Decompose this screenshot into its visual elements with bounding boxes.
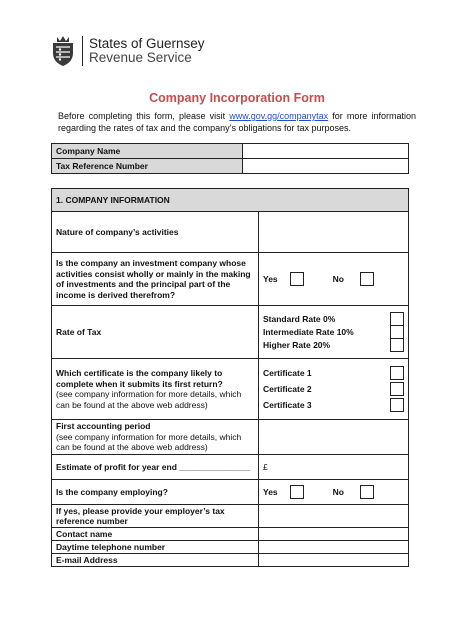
certificate-option xyxy=(263,397,404,413)
company-name-label: Company Name xyxy=(52,144,243,159)
employer-ref-label: If yes, please provide your employer’s tax reference number xyxy=(52,505,259,528)
yes-label: Yes xyxy=(263,274,278,284)
header-divider xyxy=(82,36,83,66)
employing-no-checkbox[interactable] xyxy=(360,485,374,499)
intro-paragraph xyxy=(58,111,416,134)
certificate-3-checkbox[interactable] xyxy=(390,398,404,412)
intro-text-2: for more information regarding the rates of tax and the company’s obligations for tax purposes. xyxy=(58,111,417,133)
rate-intermediate-checkbox[interactable] xyxy=(390,325,404,339)
certificate-option xyxy=(263,365,404,381)
first-period-label xyxy=(52,420,259,455)
certificate-option xyxy=(263,381,404,397)
organisation-name xyxy=(89,37,205,65)
certificate-label: Certificate 2 xyxy=(263,384,312,394)
rate-label: Standard Rate 0% xyxy=(263,314,336,324)
guernsey-crest-icon xyxy=(50,35,76,67)
investment-no-checkbox[interactable] xyxy=(360,272,374,286)
no-label: No xyxy=(332,274,344,284)
daytime-phone-label: Daytime telephone number xyxy=(52,541,259,554)
org-line-2: Revenue Service xyxy=(89,50,192,65)
investment-yes-checkbox[interactable] xyxy=(290,272,304,286)
contact-name-label: Contact name xyxy=(52,528,259,541)
certificate-options xyxy=(259,359,409,420)
investment-yes-no xyxy=(263,272,404,286)
pound-sign: £ xyxy=(263,462,268,472)
section-heading: 1. COMPANY INFORMATION xyxy=(52,189,409,212)
tax-ref-label: Tax Reference Number xyxy=(52,159,243,174)
page-header xyxy=(50,34,205,68)
email-field[interactable] xyxy=(259,554,409,567)
company-information-table xyxy=(51,188,409,567)
certificate-label: Certificate 1 xyxy=(263,368,312,378)
employing-yes-checkbox[interactable] xyxy=(290,485,304,499)
activities-label: Nature of company’s activities xyxy=(52,212,259,253)
first-period-note: (see company information for more details, which can be found at the above web address) xyxy=(56,431,242,453)
employing-answer xyxy=(259,480,409,505)
contact-name-field[interactable] xyxy=(259,528,409,541)
rate-option xyxy=(263,313,404,326)
email-label: E-mail Address xyxy=(52,554,259,567)
certificate-question xyxy=(52,359,259,420)
rate-standard-checkbox[interactable] xyxy=(390,312,404,326)
certificate-2-checkbox[interactable] xyxy=(390,382,404,396)
rate-of-tax-label: Rate of Tax xyxy=(52,306,259,359)
rate-options xyxy=(259,306,409,359)
certificate-question-text: Which certificate is the company likely to complete when it submits its first return? xyxy=(56,368,223,389)
rate-label: Higher Rate 20% xyxy=(263,340,331,350)
company-name-field[interactable] xyxy=(243,144,409,159)
rate-higher-checkbox[interactable] xyxy=(390,338,404,352)
tax-ref-field[interactable] xyxy=(243,159,409,174)
no-label: No xyxy=(332,487,344,497)
company-details-table xyxy=(51,143,409,174)
certificate-question-note: (see company information for more details, which can be found at the above web address) xyxy=(56,389,242,410)
first-period-field[interactable] xyxy=(259,420,409,455)
employer-ref-field[interactable] xyxy=(259,505,409,528)
first-period-title: First accounting period xyxy=(56,421,151,432)
estimate-field[interactable] xyxy=(259,455,409,480)
form-title: Company Incorporation Form xyxy=(149,91,325,105)
intro-text-1: Before completing this form, please visit xyxy=(58,111,230,121)
daytime-phone-field[interactable] xyxy=(259,541,409,554)
certificate-label: Certificate 3 xyxy=(263,400,312,410)
companytax-link[interactable]: www.gov.gg/companytax xyxy=(229,111,329,121)
employing-question: Is the company employing? xyxy=(52,480,259,505)
yes-label: Yes xyxy=(263,487,278,497)
investment-question: Is the company an investment company whose activities consist wholly or mainly in the making of investments and the principal part of the income is derived therefrom? xyxy=(52,253,259,306)
rate-option xyxy=(263,326,404,339)
estimate-label: Estimate of profit for year end _______________ xyxy=(52,455,259,480)
rate-label: Intermediate Rate 10% xyxy=(263,327,354,337)
certificate-1-checkbox[interactable] xyxy=(390,366,404,380)
rate-option xyxy=(263,339,404,352)
org-line-1: States of Guernsey xyxy=(89,36,205,51)
activities-field[interactable] xyxy=(259,212,409,253)
employing-yes-no xyxy=(263,485,404,499)
investment-answer xyxy=(259,253,409,306)
